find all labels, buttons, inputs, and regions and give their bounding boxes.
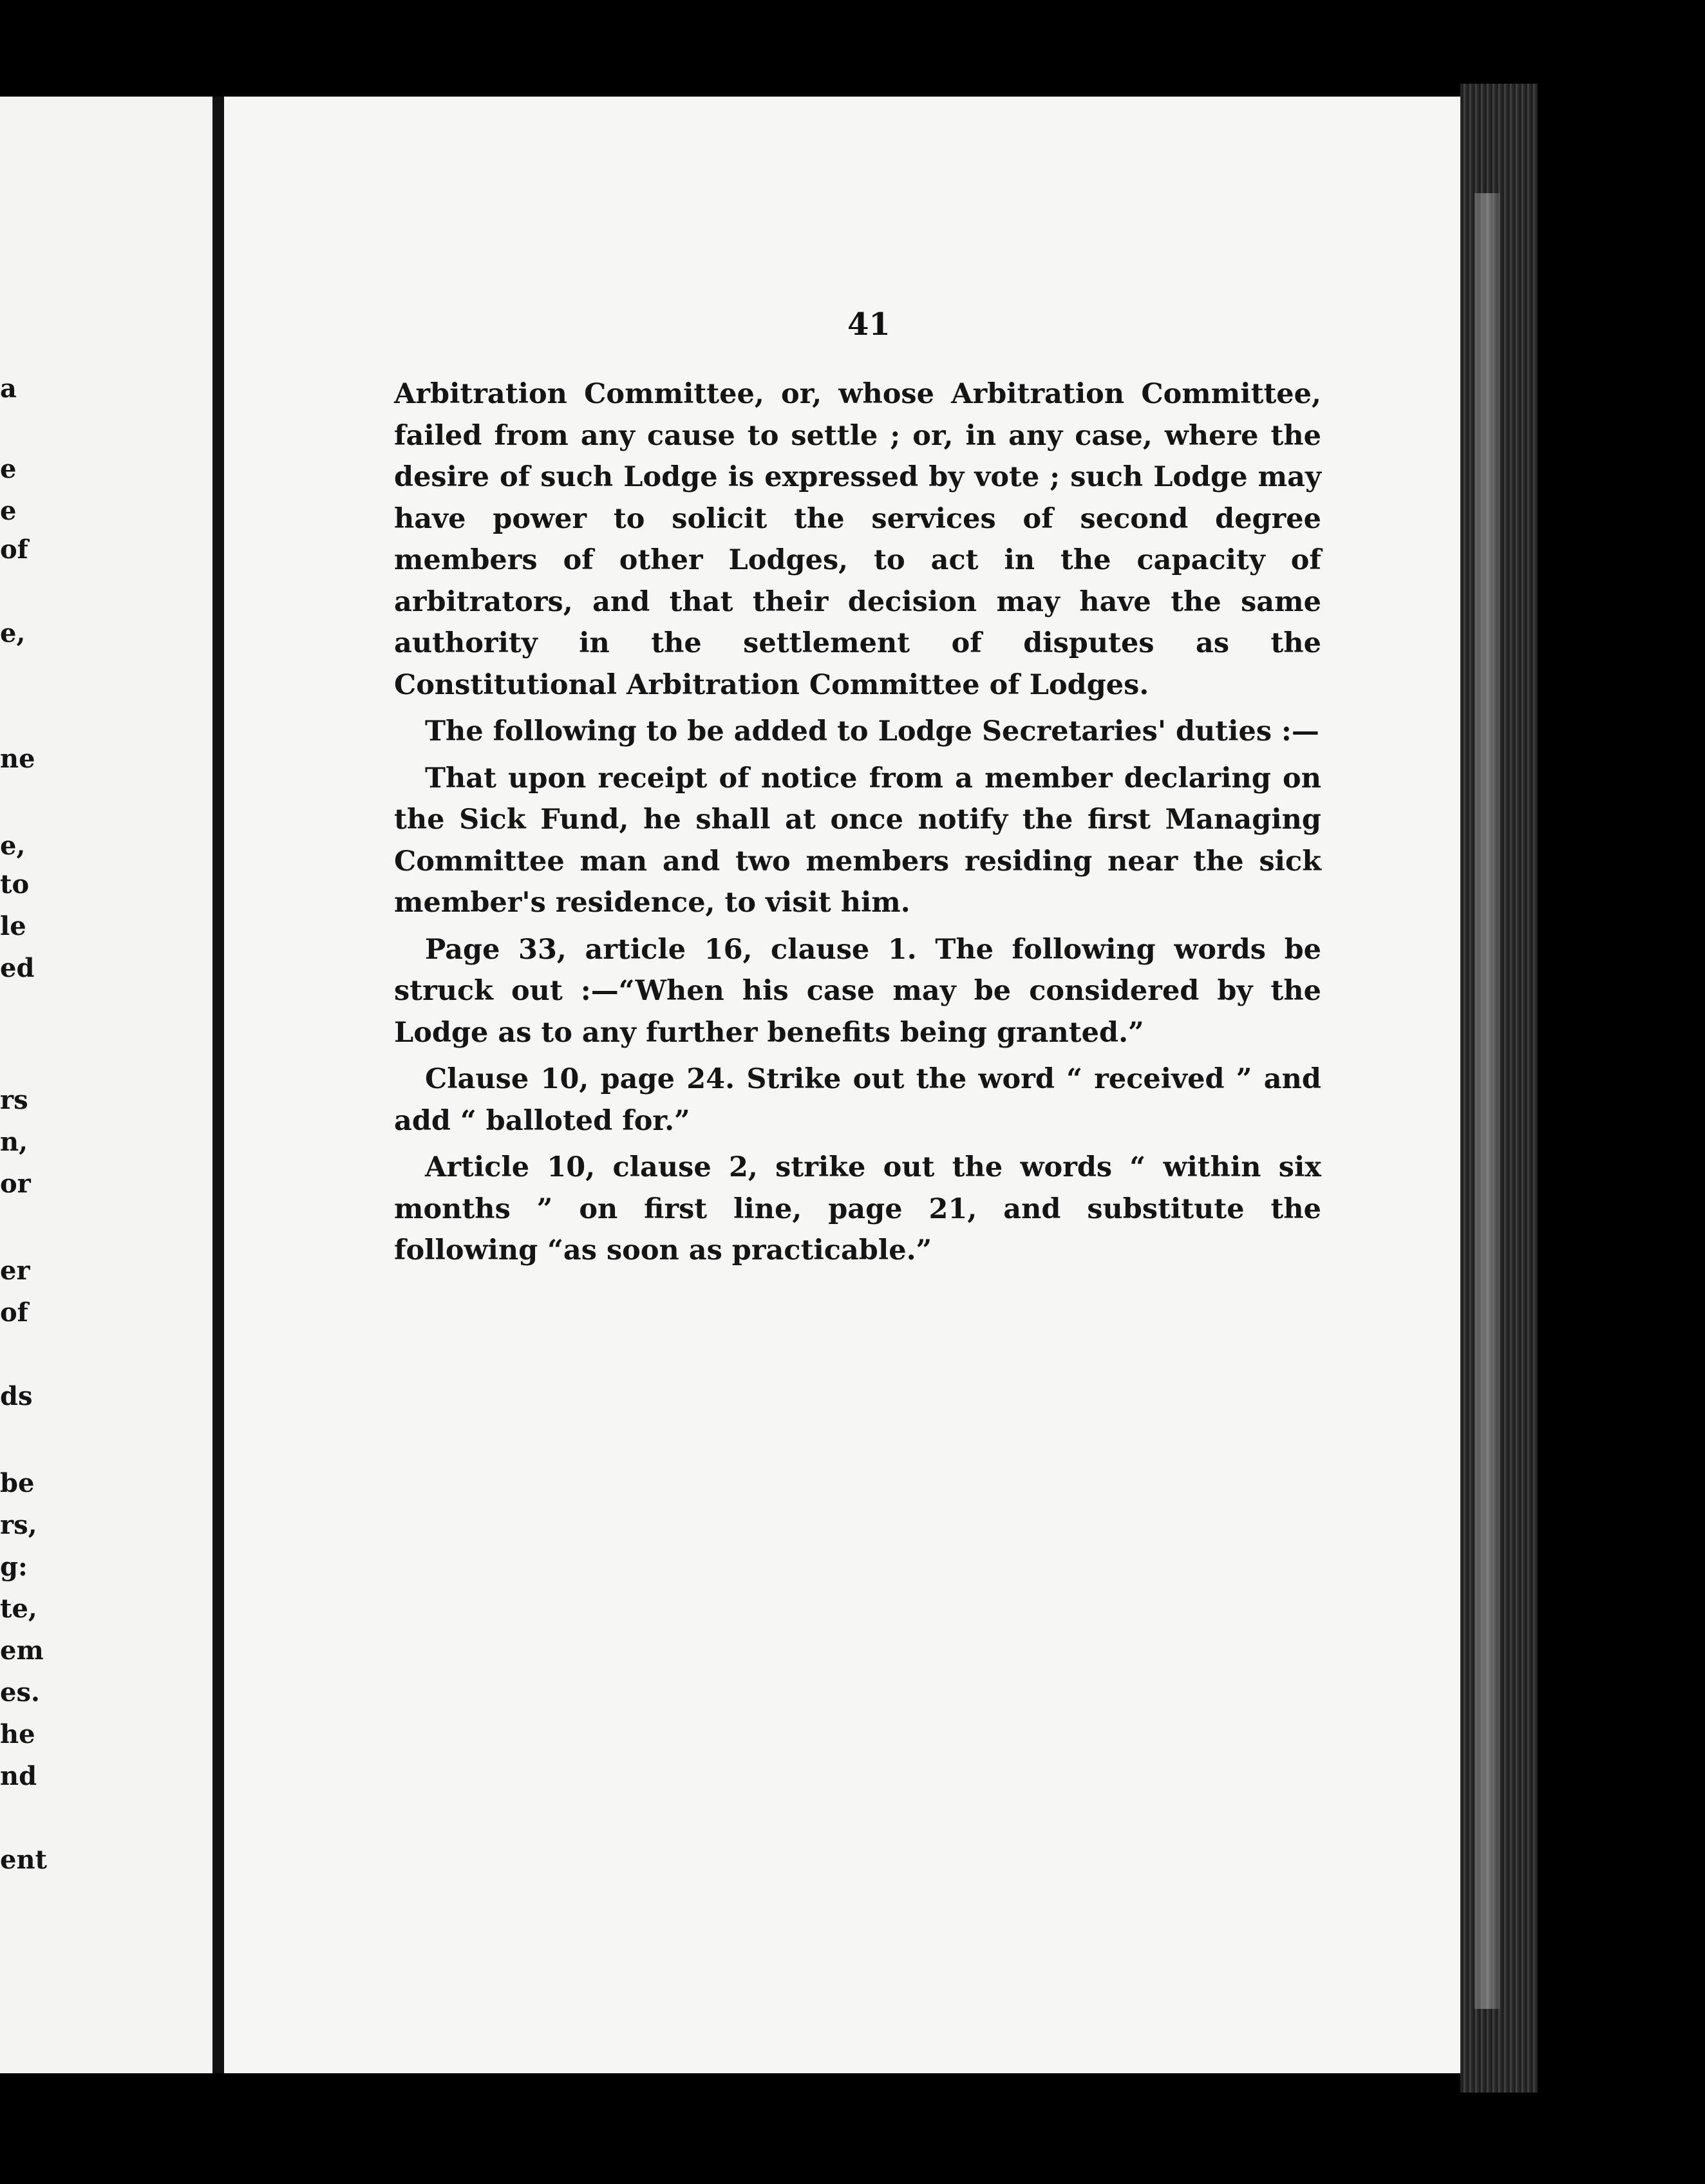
text-fragment: rs, xyxy=(0,1510,37,1540)
text-fragment: e, xyxy=(0,618,26,648)
text-fragment: ed xyxy=(0,953,35,983)
text-fragment: ne xyxy=(0,744,35,774)
text-fragment: ds xyxy=(0,1381,33,1411)
text-fragment: nd xyxy=(0,1761,37,1791)
paragraph: Arbitration Committee, or, whose Arbitration Committee, failed from any cause to settle ; or, in any case, where the desire of such Lodge is expressed by vote ; such Lodge may have power to solicit the services of second degree members of other Lodges, to act in the capacity of arbitrators, and that their decision may have the same authority in the settlement of disputes as the Constitutional Arbitration Committee of Lodges. xyxy=(394,378,1321,701)
text-fragment: n, xyxy=(0,1127,28,1157)
text-fragment: to xyxy=(0,869,30,899)
text-fragment: e xyxy=(0,454,17,484)
paragraph: The following to be added to Lodge Secretaries' duties :— xyxy=(425,715,1319,748)
text-fragment: er xyxy=(0,1256,30,1286)
page-body xyxy=(394,373,1321,1277)
text-fragment: he xyxy=(0,1719,35,1749)
text-fragment: be xyxy=(0,1468,35,1498)
text-fragment: e, xyxy=(0,831,26,861)
paragraph: Article 10, clause 2, strike out the words “ within six months ” on first line, page 21, and substitute the following “as soon as practicable.” xyxy=(394,1151,1321,1266)
text-fragment: le xyxy=(0,911,26,941)
text-fragment: rs xyxy=(0,1085,28,1115)
text-fragment: of xyxy=(0,1297,28,1328)
text-fragment: of xyxy=(0,534,28,565)
text-fragment: or xyxy=(0,1169,31,1199)
paragraph: Clause 10, page 24. Strike out the word “ received ” and add “ balloted for.” xyxy=(394,1063,1321,1137)
text-fragment: te, xyxy=(0,1594,37,1624)
page-number: 41 xyxy=(847,306,890,343)
text-fragment: e xyxy=(0,496,17,526)
text-fragment: ent xyxy=(0,1845,48,1875)
previous-page xyxy=(0,97,219,2073)
text-fragment: em xyxy=(0,1635,44,1666)
text-fragment: a xyxy=(0,373,17,404)
text-fragment: g: xyxy=(0,1552,28,1582)
book-gutter xyxy=(212,97,224,2073)
page-edge-highlight xyxy=(1474,193,1500,2009)
text-fragment: es. xyxy=(0,1677,40,1708)
paragraph: Page 33, article 16, clause 1. The following words be struck out :—“When his case may be considered by the Lodge as to any further benefits being granted.” xyxy=(394,933,1321,1049)
paragraph: That upon receipt of notice from a member declaring on the Sick Fund, he shall at once notify the first Managing Committee man and two members residing near the sick member's residence, to visit him. xyxy=(394,762,1321,919)
